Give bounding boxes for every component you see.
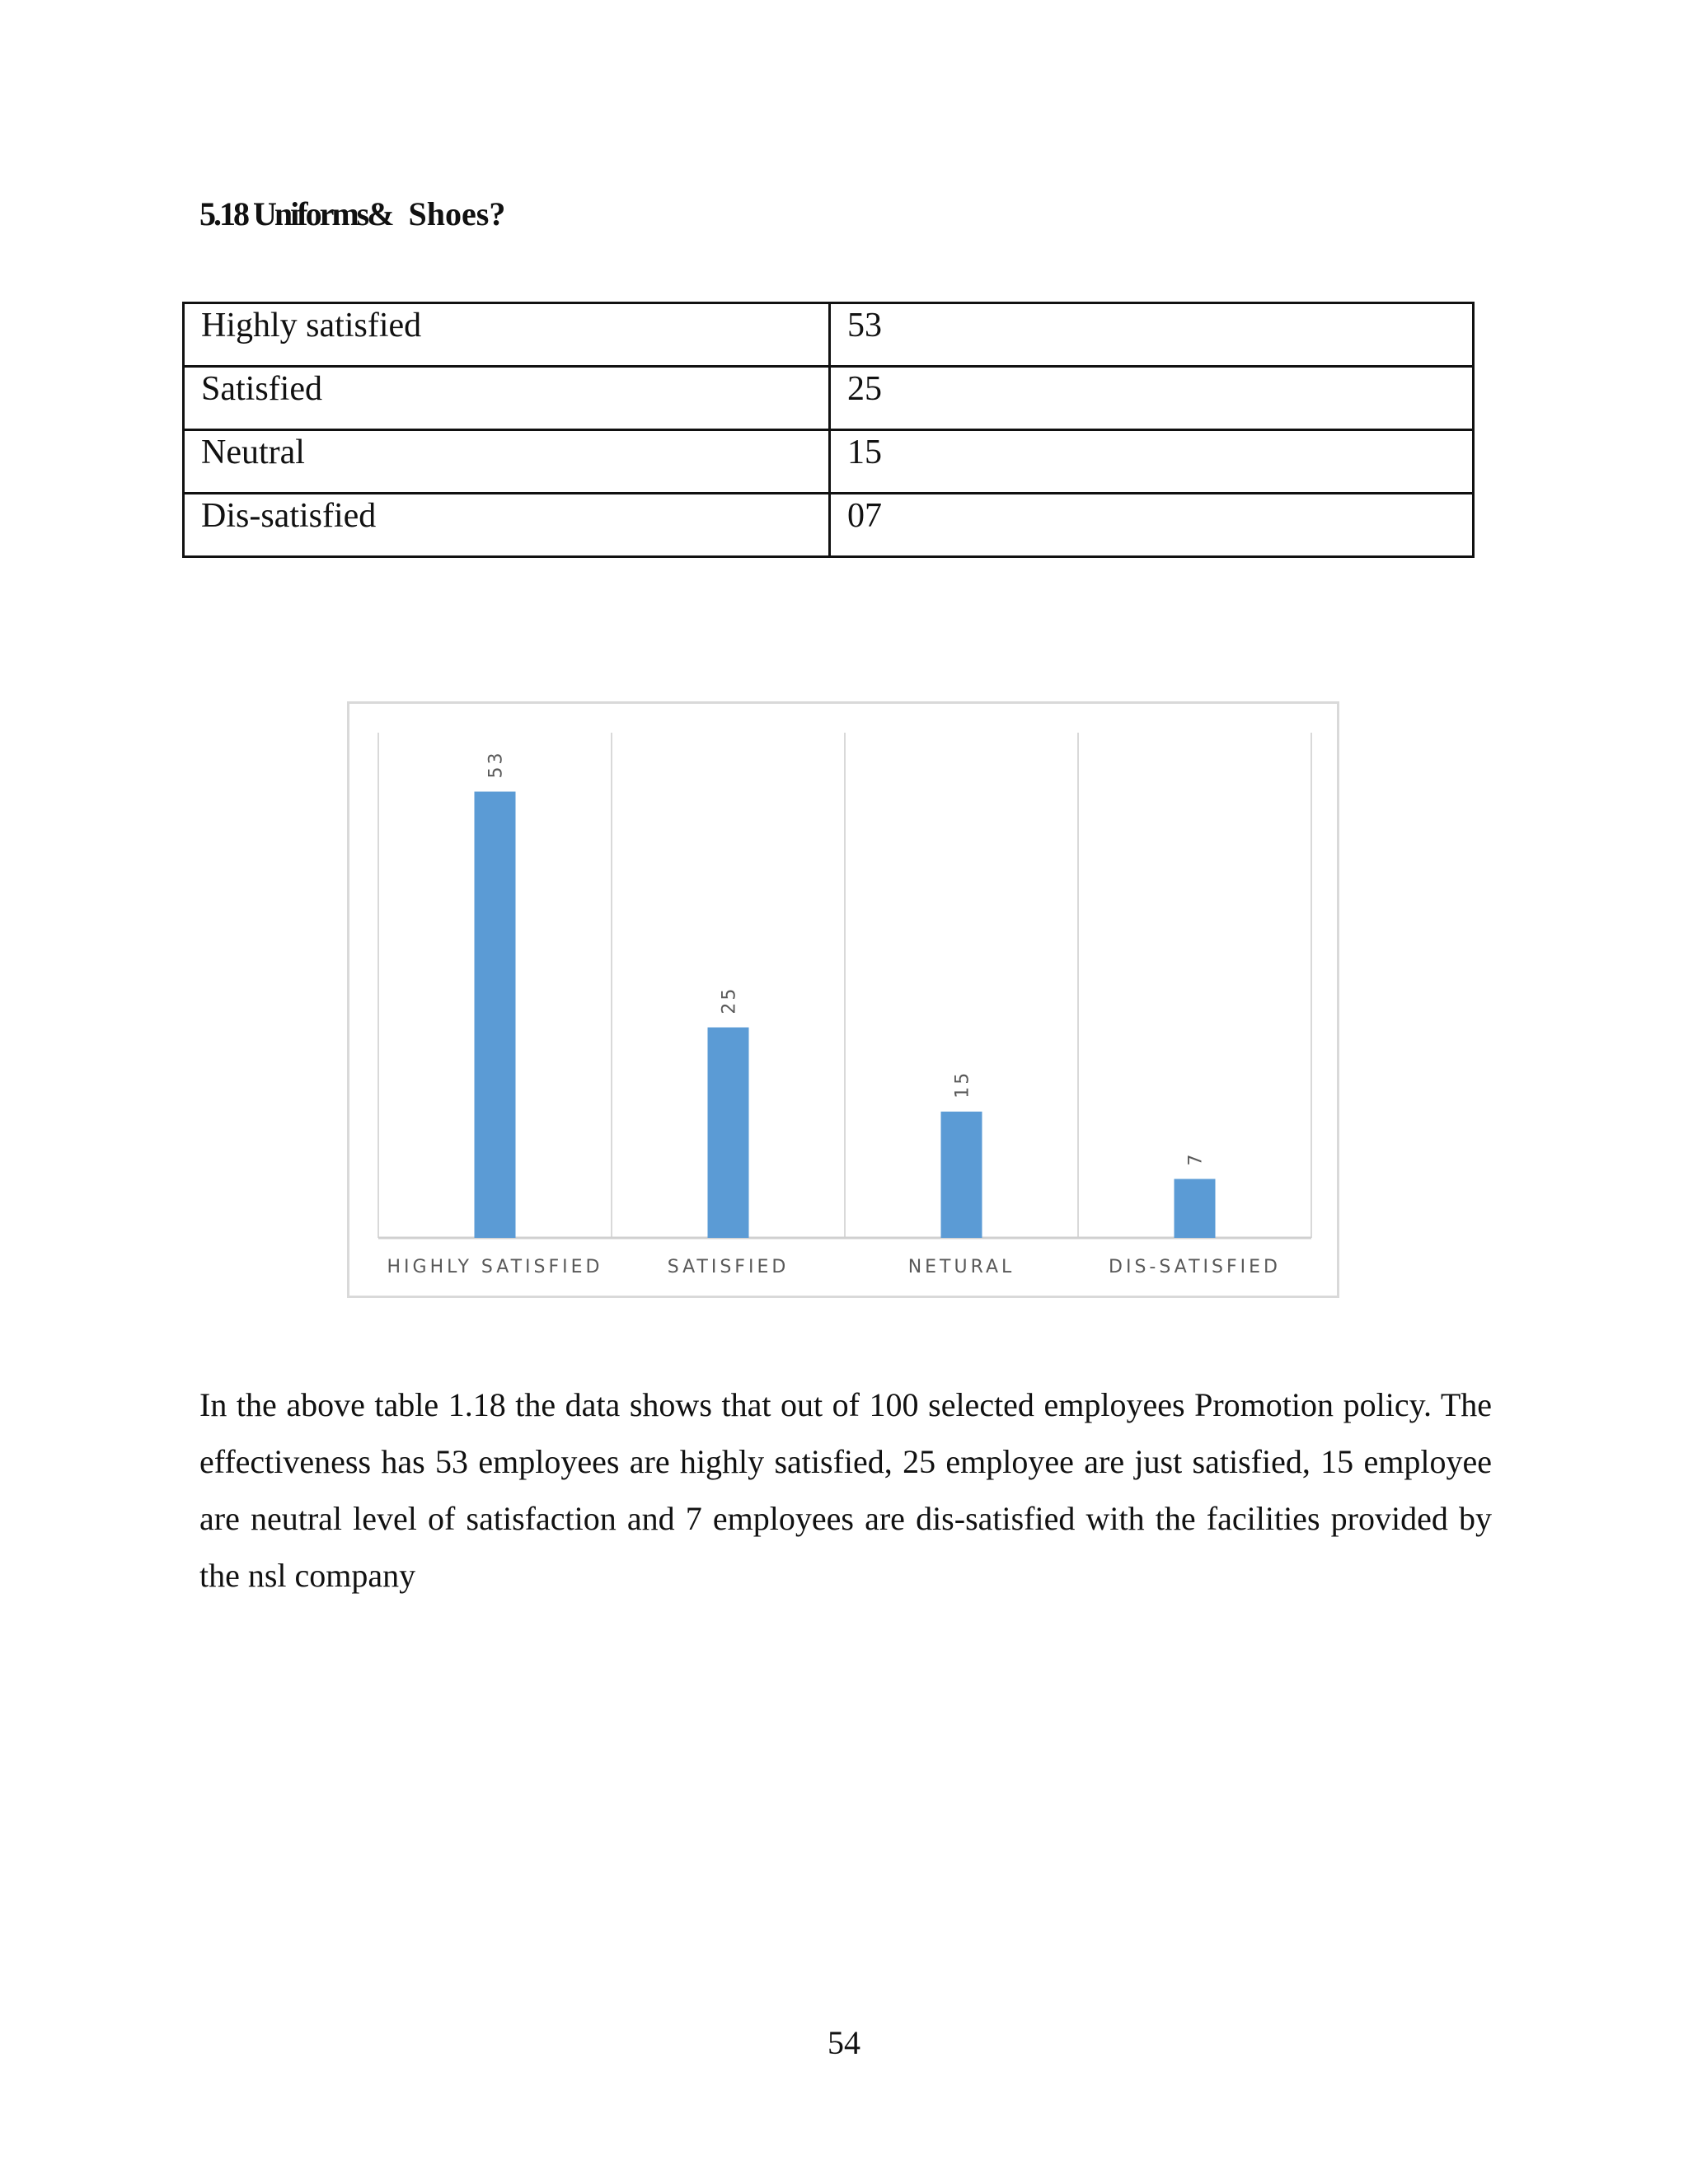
page-number: 54 [828, 2024, 860, 2061]
table-row [184, 494, 1474, 557]
table-cell-value: 07 [830, 494, 1474, 557]
chart-category-label: SATISFIED [667, 1257, 790, 1277]
table-cell-label: Dis-satisfied [184, 494, 830, 557]
chart-category-label: NETURAL [907, 1257, 1015, 1277]
table-row [184, 303, 1474, 367]
section-heading-title: 5.18 Uniforms& [199, 195, 392, 232]
section-heading [199, 194, 505, 233]
chart-data-label: 53 [485, 750, 507, 779]
table-cell-label: Satisfied [184, 367, 830, 430]
chart-bar [475, 792, 516, 1238]
table-cell-label: Highly satisfied [184, 303, 830, 367]
table-cell-label: Neutral [184, 430, 830, 494]
body-paragraph: In the above table 1.18 the data shows that out of 100 selected employees Promotion policy. The effectiveness has 53 employees are highly satisfied, 25 employee are just satisfied, 15 employee are neutral level of satisfaction and 7 employees are dis-satisfied with the facilities provided by the nsl company [199, 1386, 1492, 1594]
chart-bar [941, 1112, 982, 1238]
section-heading-rest: Shoes? [408, 195, 506, 232]
table-row [184, 367, 1474, 430]
bar-chart-svg [349, 704, 1342, 1301]
chart-data-label: 25 [719, 986, 740, 1015]
table-cell-value: 53 [830, 303, 1474, 367]
response-table [182, 302, 1475, 558]
bar-chart [347, 701, 1339, 1298]
table-cell-value: 25 [830, 367, 1474, 430]
chart-data-label: 15 [952, 1070, 973, 1099]
table-cell-value: 15 [830, 430, 1474, 494]
chart-bar [708, 1028, 749, 1238]
chart-category-label: HIGHLY SATISFIED [387, 1257, 603, 1277]
table-row [184, 430, 1474, 494]
chart-bar [1175, 1179, 1216, 1238]
chart-data-label: 7 [1185, 1151, 1207, 1166]
chart-category-label: DIS-SATISFIED [1109, 1257, 1281, 1277]
